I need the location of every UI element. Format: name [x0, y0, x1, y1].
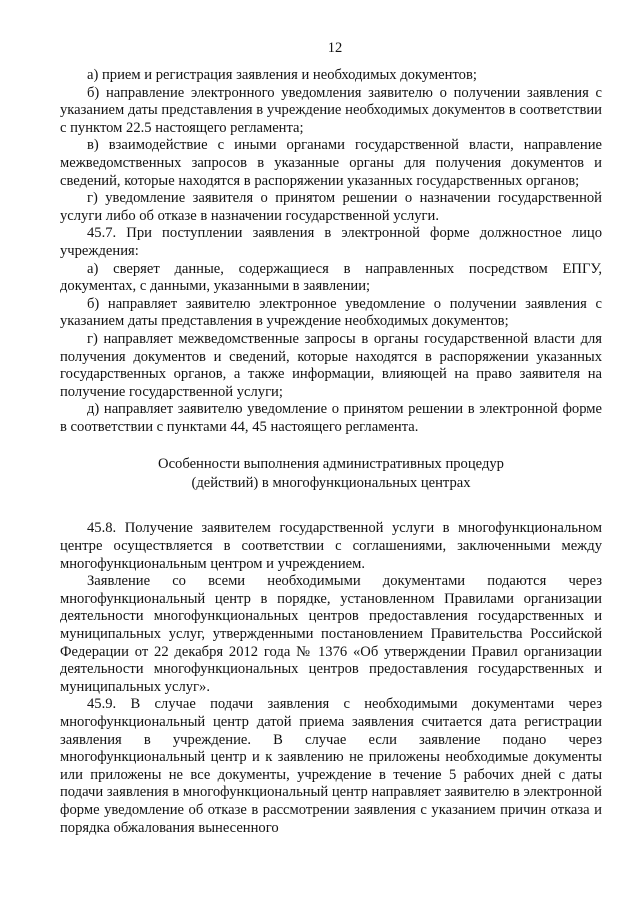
paragraph-45-7-a: а) сверяет данные, содержащиеся в направленных посредством ЕПГУ, документах, с данными, указанными в заявлении; [60, 260, 602, 295]
paragraph-mfc-submission: Заявление со всеми необходимыми документами подаются через многофункциональный центр в порядке, установленном Правилами организации деятельности многофункциональных центров предоставления государственных и муниципальных услуг, утвержденными постановлением Правительства Российской Федерации от 22 декабря 2012 года № 1376 «Об утверждении Правил организации деятельности многофункциональных центров предоставления государственных и муниципальных услуг». [60, 573, 602, 695]
section-heading-line-1: Особенности выполнения административных процедур [158, 456, 504, 473]
paragraph-c-interaction: в) взаимодействие с иными органами государственной власти, направление межведомственных запросов в указанные органы для получения документов и сведений, которые находятся в распоряжении указанных государственных органов; [60, 137, 602, 189]
paragraph-45-7-d: д) направляет заявителю уведомление о принятом решении в электронной форме в соответствии с пунктами 44, 45 настоящего регламента. [60, 401, 602, 435]
paragraph-45-7-g: г) направляет межведомственные запросы в органы государственной власти для получения документов и сведений, которые находятся в распоряжении указанных государственных органов, а также информации, влияющей на право заявителя на получение государственной услуги; [60, 330, 602, 400]
paragraph-45-7: 45.7. При поступлении заявления в электронной форме должностное лицо учреждения: [60, 225, 602, 259]
paragraph-b-notification: б) направление электронного уведомления заявителю о получении заявления с указанием даты представления в учреждение необходимых документов в соответствии с пунктом 22.5 настоящего регламента; [60, 84, 602, 136]
page-number: 12 [327, 40, 343, 56]
paragraph-45-9: 45.9. В случае подачи заявления с необходимыми документами через многофункциональный центр датой приема заявления считается дата регистрации заявления в учреждение. В случае если заявление подано через многофункциональный центр и к заявлению не приложены необходимые документы или приложены не все документы, учреждение в течение 5 рабочих дней с даты подачи заявления в многофункциональный центр направляет заявителю в электронной форме уведомление об отказе в рассмотрении заявления с указанием причин отказа и порядка обжалования вынесенного [60, 696, 602, 836]
paragraph-45-8: 45.8. Получение заявителем государственной услуги в многофункциональном центре осуществляется в соответствии с соглашениями, заключенными между многофункциональным центром и учреждением. [60, 520, 602, 572]
section-heading-line-2: (действий) в многофункциональных центрах [191, 475, 471, 492]
paragraph-45-7-b: б) направляет заявителю электронное уведомление о получении заявления с указанием даты представления в учреждение необходимых документов; [60, 295, 602, 330]
section-heading [60, 455, 602, 493]
paragraph-block-top [60, 67, 602, 436]
paragraph-d-decision: г) уведомление заявителя о принятом решении о назначении государственной услуги либо об отказе в назначении государственной услуги. [60, 190, 602, 224]
paragraph-a-receipt: а) прием и регистрация заявления и необходимых документов; [87, 67, 477, 83]
paragraph-block-bottom [60, 520, 602, 837]
